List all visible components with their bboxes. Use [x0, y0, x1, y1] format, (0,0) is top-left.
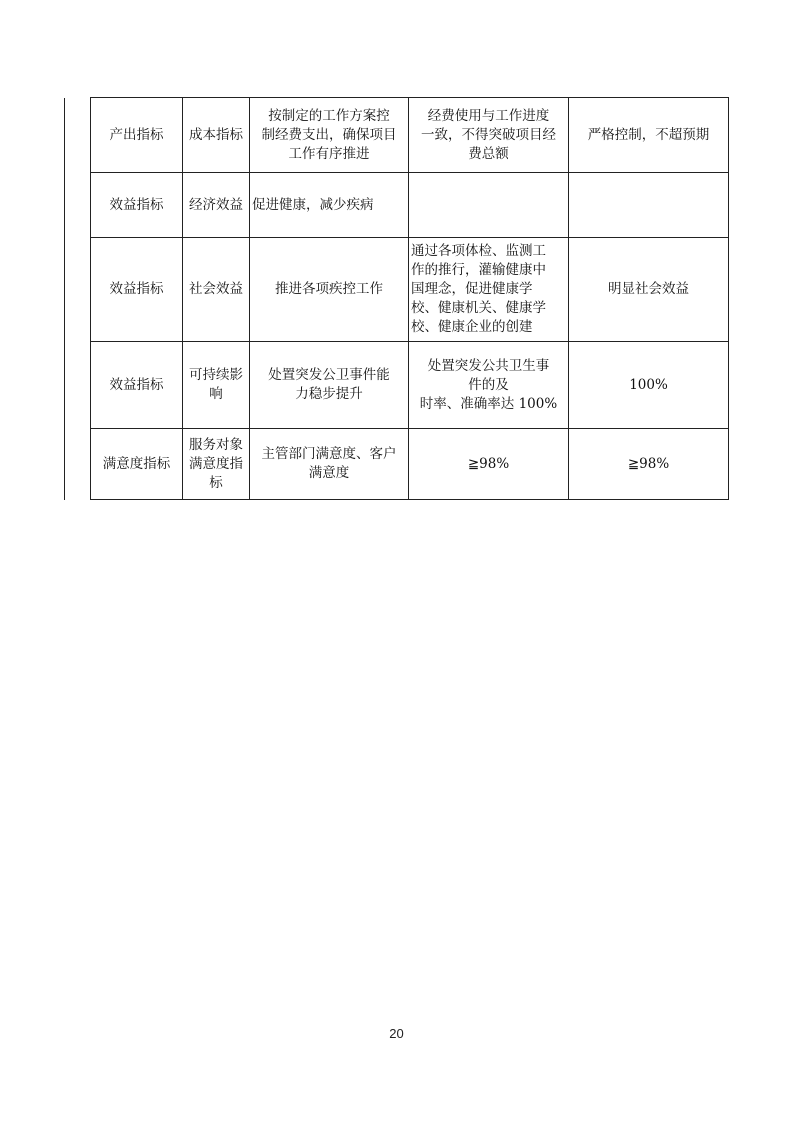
table-row: [65, 238, 729, 342]
merged-left-column: [65, 98, 91, 500]
target-cell: ≧98%: [569, 429, 729, 500]
level3-cell: 推进各项疾控工作: [250, 238, 409, 342]
indicator-value-cell: 经费使用与工作进度 一致，不得突破项目经 费总额: [409, 98, 569, 173]
level1-cell: 效益指标: [91, 238, 183, 342]
target-cell: [569, 173, 729, 238]
level2-cell: 经济效益: [183, 173, 250, 238]
indicator-value-cell: [409, 173, 569, 238]
level1-cell: 产出指标: [91, 98, 183, 173]
target-cell: 明显社会效益: [569, 238, 729, 342]
level1-cell: 效益指标: [91, 173, 183, 238]
target-cell: 100%: [569, 342, 729, 429]
page-number: 20: [389, 1026, 404, 1041]
level2-cell: 可持续影 响: [183, 342, 250, 429]
level1-cell: 满意度指标: [91, 429, 183, 500]
table-row: [65, 98, 729, 173]
level3-cell: 促进健康，减少疾病: [250, 173, 409, 238]
level2-cell: 社会效益: [183, 238, 250, 342]
level3-cell: 按制定的工作方案控 制经费支出，确保项目 工作有序推进: [250, 98, 409, 173]
indicator-value-cell: 处置突发公共卫生事 件的及 时率、准确率达 100%: [409, 342, 569, 429]
table-row: [65, 429, 729, 500]
target-cell: 严格控制，不超预期: [569, 98, 729, 173]
indicator-value-cell: ≧98%: [409, 429, 569, 500]
level3-cell: 主管部门满意度、客户 满意度: [250, 429, 409, 500]
table-row: [65, 173, 729, 238]
level1-cell: 效益指标: [91, 342, 183, 429]
level2-cell: 成本指标: [183, 98, 250, 173]
indicator-value-cell: 通过各项体检、监测工 作的推行，灌输健康中 国理念，促进健康学 校、健康机关、健康学 校、健康企业的创建: [409, 238, 569, 342]
table-row: [65, 342, 729, 429]
level2-cell: 服务对象 满意度指 标: [183, 429, 250, 500]
performance-indicator-table: [64, 97, 729, 500]
level3-cell: 处置突发公卫事件能 力稳步提升: [250, 342, 409, 429]
